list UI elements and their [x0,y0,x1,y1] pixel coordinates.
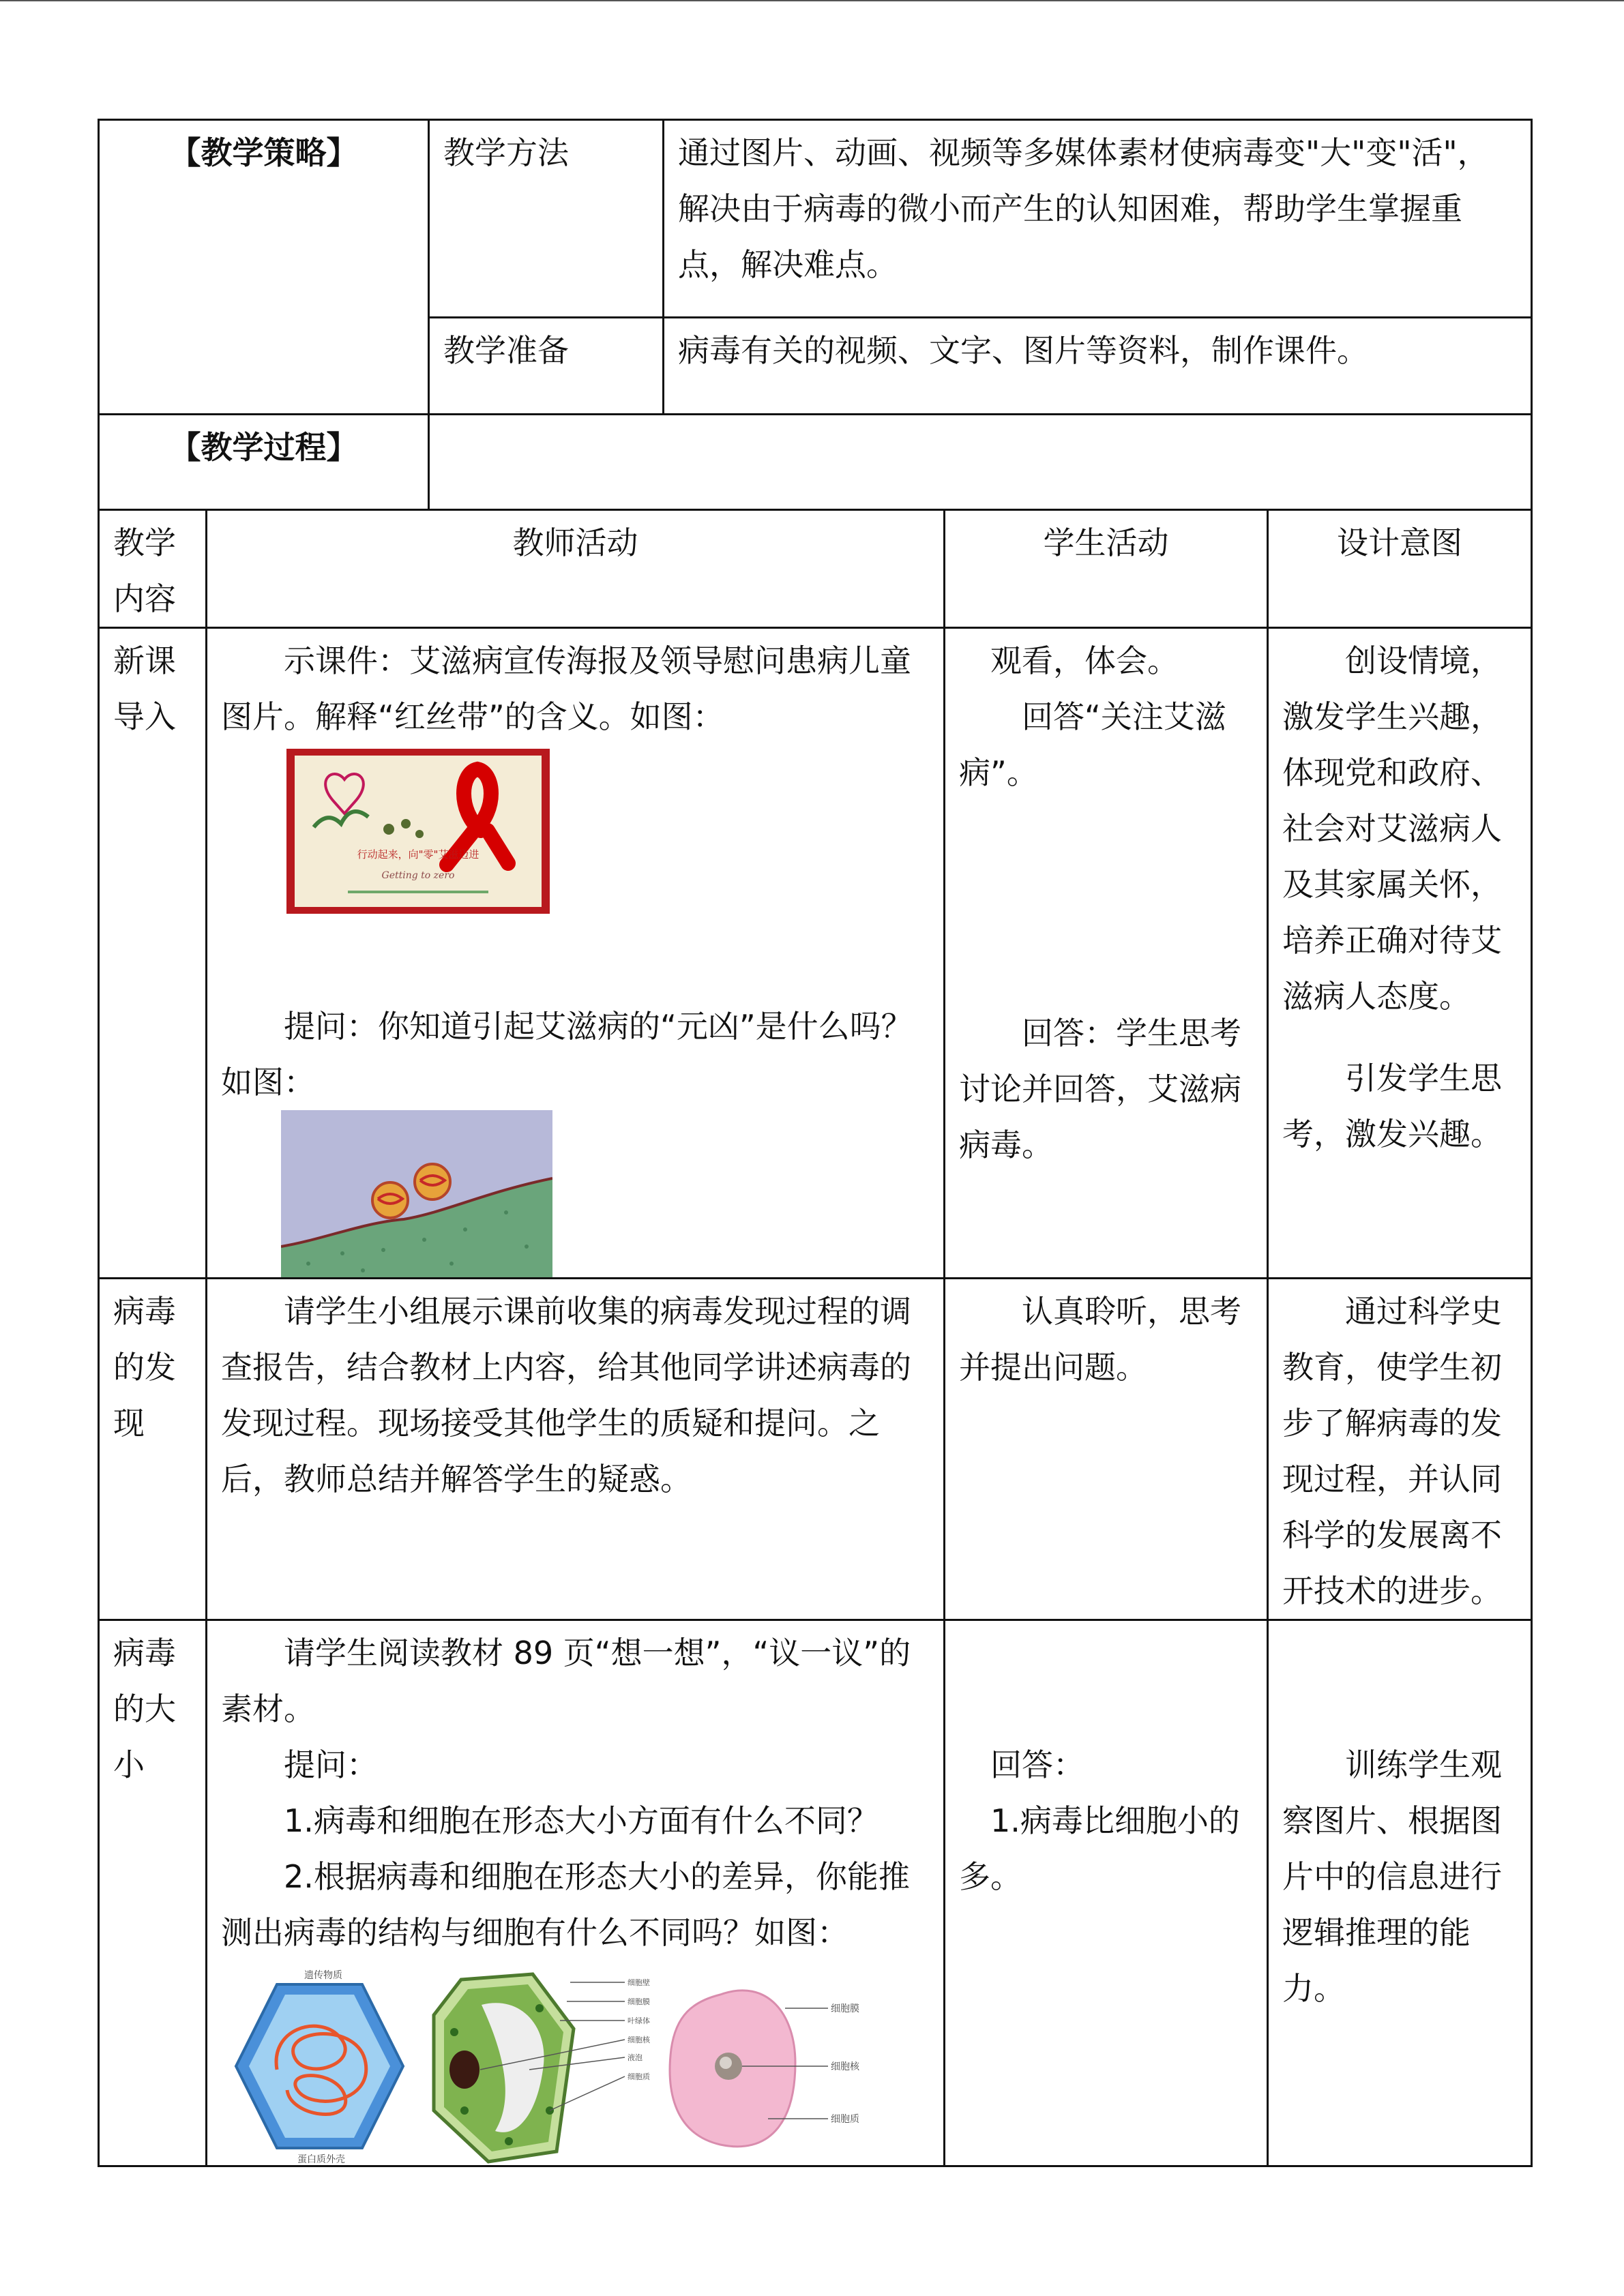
animal-label-2: 细胞核 [831,2061,859,2072]
virus-label-genetic: 遗传物质 [304,1970,342,1981]
header-teacher: 教师活动 [207,510,945,628]
plant-label-3: 叶绿体 [628,2016,650,2025]
intro-student-text-3: 回答：学生思考讨论并回答，艾滋病病毒。 [959,1015,1241,1163]
plant-label-2: 细胞膜 [628,1997,650,2006]
row-intro-student [945,628,1268,1279]
row-intro-teacher [207,628,945,1279]
animal-label-3: 细胞质 [831,2114,859,2125]
lesson-plan-table [98,119,1533,2167]
prep-text: 病毒有关的视频、文字、图片等资料，制作课件。 [664,318,1532,415]
header-student: 学生活动 [945,510,1268,628]
aids-poster-image [286,749,550,914]
virus-label-coat: 蛋白质外壳 [297,2154,345,2165]
hiv-virus-image [281,1110,552,1277]
size-teacher-question-1: 1.病毒和细胞在形态大小方面有什么不同？ [284,1802,879,1839]
size-student-text-2: 1.病毒比细胞小的多。 [959,1802,1240,1895]
intro-teacher-text-2: 提问：你知道引起艾滋病的“元凶”是什么吗？如图： [221,1008,913,1101]
size-student-text-1: 回答： [990,1746,1084,1783]
plant-label-4: 细胞核 [628,2036,650,2044]
animal-label-1: 细胞膜 [831,2003,859,2014]
intro-teacher-text-1: 示课件：艾滋病宣传海报及领导慰问患病儿童图片。解释“红丝带”的含义。如图： [221,642,911,735]
row-size-student [945,1620,1268,2166]
method-label: 教学方法 [429,120,664,318]
row-discovery-content: 病毒的发现 [99,1279,207,1620]
size-teacher-question-2: 2.根据病毒和细胞在形态大小的差异，你能推测出病毒的结构与细胞有什么不同吗？如图： [221,1858,910,1951]
row-intro-content: 新课导入 [99,628,207,1279]
plant-label-6: 细胞质 [628,2072,650,2081]
animal-cell-diagram [670,1991,828,2147]
row-size-teacher [207,1620,945,2166]
page-top-border [0,0,1624,1]
prep-label: 教学准备 [429,318,664,415]
intro-student-text-1: 观看，体会。 [990,642,1179,679]
poster-subtitle: Getting to zero [381,870,455,881]
row-size-content: 病毒的大小 [99,1620,207,2166]
row-size-design [1268,1620,1532,2166]
row-discovery-teacher: 请学生小组展示课前收集的病毒发现过程的调查报告，结合教材上内容，给其他同学讲述病毒的发现过程。现场接受其他学生的质疑和提问。之后，教师总结并解答学生的疑惑。 [207,1279,945,1620]
virus-cell-comparison-image [229,1967,904,2165]
method-text: 通过图片、动画、视频等多媒体素材使病毒变"大"变"活"，解决由于病毒的微小而产生的认知困难，帮助学生掌握重点，解决难点。 [664,120,1532,318]
strategy-section-title: 【教学策略】 [99,120,429,415]
virus-diagram [236,1969,403,2165]
intro-student-text-2: 回答“关注艾滋病”。 [959,698,1226,791]
process-empty-cell [429,415,1532,510]
plant-cell-diagram [434,1974,625,2162]
row-discovery-student: 认真聆听，思考并提出问题。 [945,1279,1268,1620]
intro-design-text-1: 创设情境，激发学生兴趣，体现党和政府、社会对艾滋病人及其家属关怀，培养正确对待艾滋病人态度。 [1282,642,1502,1015]
size-teacher-text-2: 提问： [284,1746,378,1783]
process-section-title: 【教学过程】 [99,415,429,510]
row-discovery-design: 通过科学史教育，使学生初步了解病毒的发现过程，并认同科学的发展离不开技术的进步。 [1268,1279,1532,1620]
size-teacher-text-1: 请学生阅读教材 89 页“想一想”，“议一议”的素材。 [221,1635,911,1727]
plant-label-1: 细胞壁 [628,1978,650,1987]
header-design: 设计意图 [1268,510,1532,628]
row-intro-design [1268,628,1532,1279]
plant-label-5: 液泡 [628,2053,643,2062]
header-content: 教学内容 [99,510,207,628]
poster-slogan: 行动起来，向"零"艾滋迈进 [357,848,479,861]
size-design-text: 训练学生观察图片、根据图片中的信息进行逻辑推理的能力。 [1282,1746,1502,2007]
intro-design-text-2: 引发学生思考，激发兴趣。 [1282,1060,1502,1152]
